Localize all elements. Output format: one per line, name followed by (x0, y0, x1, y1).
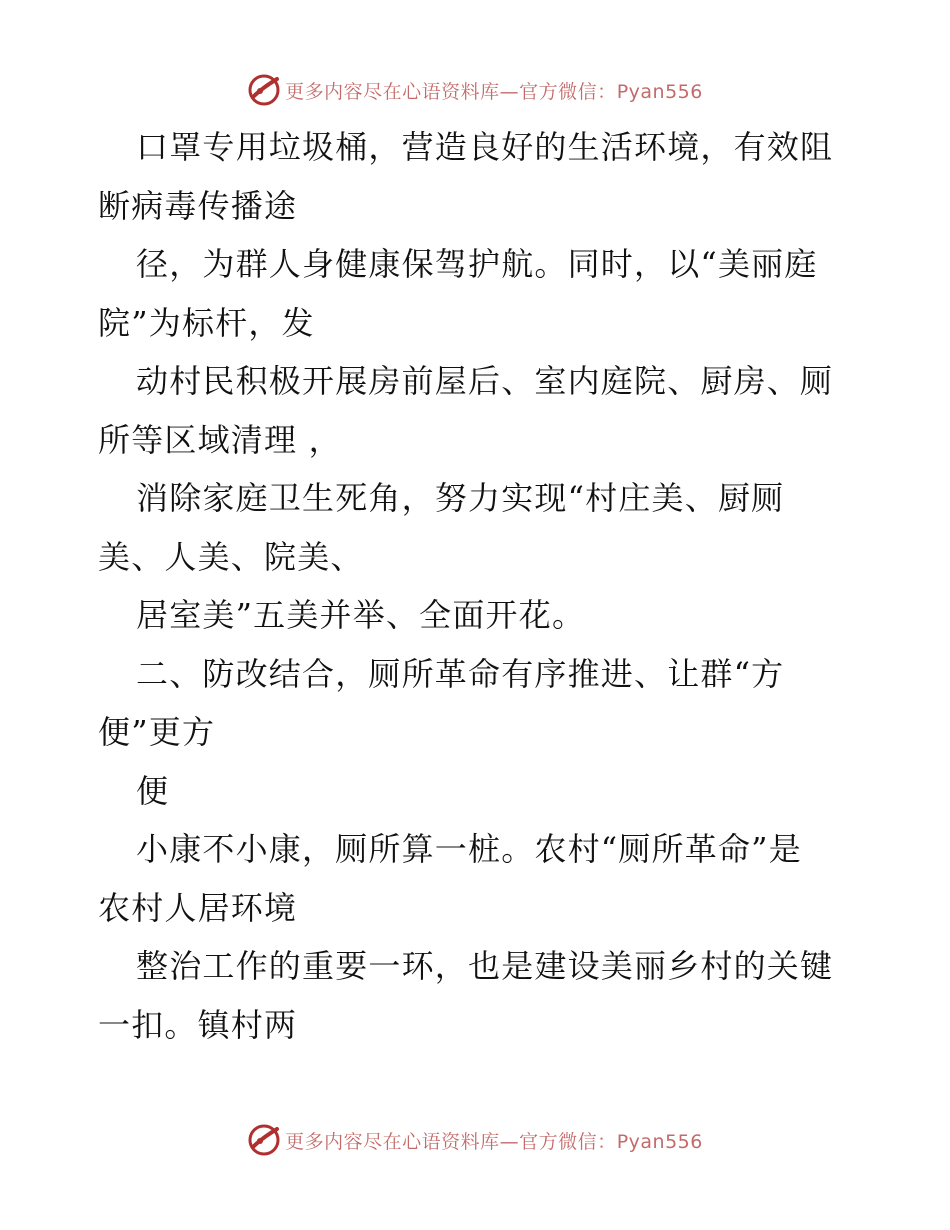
footer-watermark (0, 1120, 950, 1160)
text-line: 院”为标杆，发 (98, 303, 315, 342)
text-line: 居室美”五美并举、全面开花。 (136, 596, 586, 634)
text-line: 整治工作的重要一环，也是建设美丽乡村的关键 (136, 947, 834, 985)
text-line: 径，为群人身健康保驾护航。同时，以“美丽庭 (136, 245, 818, 283)
text-line: 断病毒传播途 (98, 186, 298, 225)
text-line: 消除家庭卫生死角，努力实现“村庄美、厨厕 (136, 479, 785, 517)
header-watermark (0, 70, 950, 110)
pen-circle-logo-icon (247, 73, 281, 107)
text-line: 动村民积极开展房前屋后、室内庭院、厨房、厕 (136, 362, 834, 400)
pen-circle-logo-icon (247, 1123, 281, 1157)
text-line: 便”更方 (98, 713, 216, 751)
text-line: 口罩专用垃圾桶，营造良好的生活环境，有效阻 (136, 128, 834, 166)
text-line: 农村人居环境 (98, 888, 298, 927)
document-body (98, 118, 858, 1054)
watermark-text: 更多内容尽在心语资料库—官方微信：Pyan556 (285, 1130, 703, 1153)
text-line: 所等区域清理 ， (98, 420, 342, 459)
text-line: 便 (136, 771, 170, 810)
text-line: 二、防改结合，厕所革命有序推进、让群“方 (136, 654, 785, 693)
text-line: 小康不小康，厕所算一桩。农村“厕所革命”是 (136, 830, 802, 868)
text-line: 一扣。镇村两 (98, 1005, 298, 1044)
text-line: 美、人美、院美、 (98, 537, 364, 576)
watermark-text: 更多内容尽在心语资料库—官方微信：Pyan556 (285, 80, 703, 103)
